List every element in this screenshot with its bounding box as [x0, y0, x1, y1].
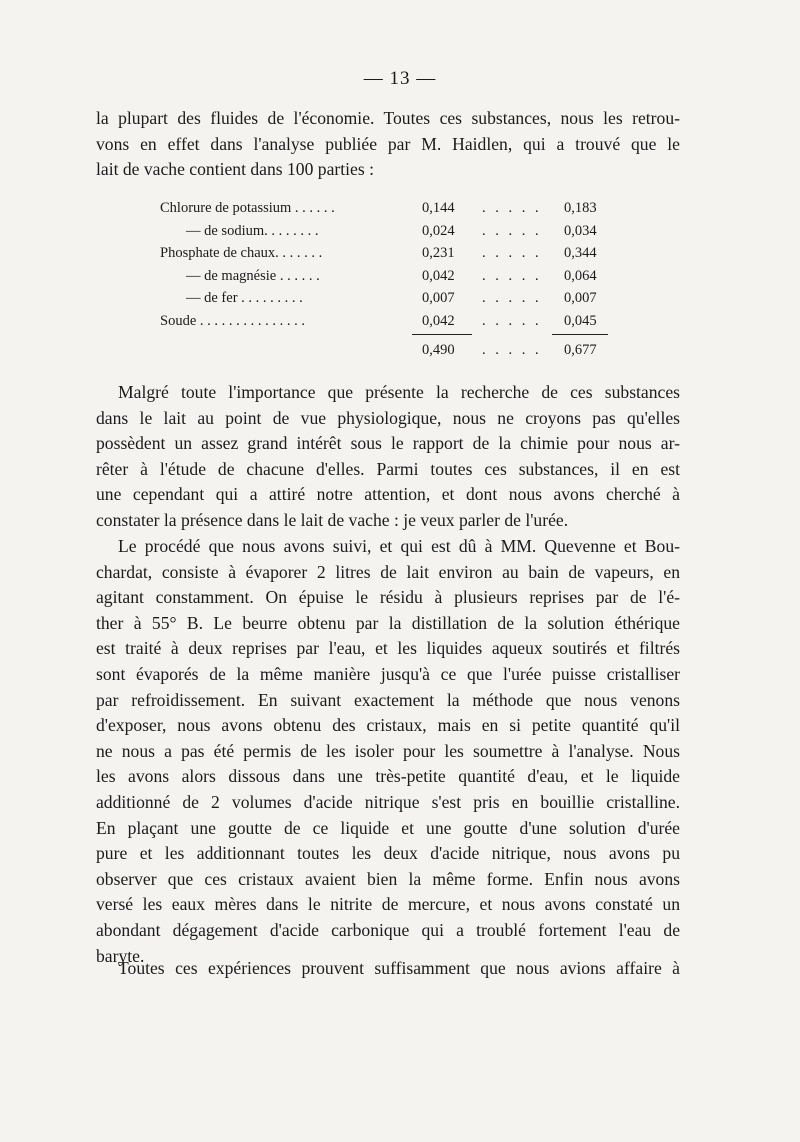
text-line: additionné de 2 volumes d'acide nitrique s'est pris en bouillie cristalline. — [96, 791, 680, 812]
value-col1: 0,042 — [422, 267, 455, 284]
text-line: la plupart des fluides de l'économie. Toutes ces substances, nous les retrou- — [96, 108, 680, 128]
text-line: Le procédé que nous avons suivi, et qui est dû à MM. Quevenne et Bou- — [118, 536, 680, 556]
leader-dots: . . . . . — [482, 245, 542, 261]
text-line: chardat, consiste à évaporer 2 litres de lait environ au bain de vapeurs, en — [96, 561, 680, 582]
value-col1: 0,007 — [422, 290, 455, 306]
total-col1: 0,490 — [422, 342, 455, 358]
value-col2: 0,344 — [564, 245, 597, 261]
table-row — [160, 223, 620, 246]
row-label: — de magnésie . . . . . . — [186, 267, 320, 284]
table-row — [160, 200, 620, 223]
row-label: Phosphate de chaux. . . . . . . — [160, 245, 323, 261]
text-line: une cependant qui a attiré notre attention, et dont nous avons cherché à — [96, 484, 680, 505]
text-line: En plaçant une goutte de ce liquide et une goutte d'une solution d'urée — [96, 817, 680, 838]
row-label: Soude . . . . . . . . . . . . . . . — [160, 312, 305, 329]
leader-dots: . . . . . — [482, 222, 542, 239]
text-line: lait de vache contient dans 100 parties : — [96, 159, 374, 180]
text-line: dans le lait au point de vue physiologique, nous ne croyons pas qu'elles — [96, 407, 680, 428]
table-row — [160, 290, 620, 313]
total-col2: 0,677 — [564, 342, 597, 358]
value-col2: 0,064 — [564, 267, 597, 284]
sum-rule-col2 — [552, 334, 608, 335]
paragraph-conclusion — [96, 956, 680, 982]
row-label: — de fer . . . . . . . . . — [186, 290, 303, 306]
table-total-row — [160, 342, 620, 364]
value-col2: 0,007 — [564, 290, 597, 306]
value-col1: 0,231 — [422, 245, 455, 261]
text-line: baryte. — [96, 945, 145, 966]
leader-dots: . . . . . — [482, 290, 542, 306]
text-line: agitant constamment. On épuise le résidu à plusieurs reprises par de l'é- — [96, 587, 680, 608]
text-line: d'exposer, nous avons obtenu des cristaux, mais en si petite quantité qu'il — [96, 715, 680, 736]
text-line: versé les eaux mères dans le nitrite de mercure, et nous avons constaté un — [96, 894, 680, 915]
text-line: Malgré toute l'importance que présente la recherche de ces substances — [118, 382, 680, 402]
value-col1: 0,144 — [422, 200, 455, 216]
text-line: sont évaporés de la même manière jusqu'à ce que l'urée puisse cristalliser — [96, 663, 680, 684]
table-row — [160, 313, 620, 336]
text-line: Toutes ces expériences prouvent suffisamment que nous avions affaire à — [118, 958, 680, 978]
value-col2: 0,045 — [564, 312, 597, 329]
leader-dots: . . . . . — [482, 312, 542, 329]
text-line: constater la présence dans le lait de vache : je veux parler de l'urée. — [96, 509, 569, 530]
text-line: abondant dégagement d'acide carbonique qui a troublé fortement l'eau de — [96, 919, 680, 940]
text-line: par refroidissement. En suivant exactement la méthode que nous venons — [96, 689, 680, 710]
text-line: observer que ces cristaux avaient bien la même forme. Enfin nous avons — [96, 868, 680, 889]
text-line: est traité à deux reprises par l'eau, et les liquides aqueux soutirés et filtrés — [96, 638, 680, 659]
value-col1: 0,042 — [422, 312, 455, 329]
row-label: Chlorure de potassium . . . . . . — [160, 200, 335, 216]
text-line: ne nous a pas été permis de les isoler pour les soumettre à l'analyse. Nous — [96, 740, 680, 761]
leader-dots: . . . . . — [482, 342, 542, 358]
text-line: les avons alors dissous dans une très-petite quantité d'eau, et le liquide — [96, 766, 680, 787]
composition-table — [160, 200, 620, 335]
page-number: — 13 — — [363, 68, 437, 89]
table-row — [160, 245, 620, 268]
intro-paragraph — [96, 106, 680, 183]
value-col2: 0,034 — [564, 222, 597, 239]
leader-dots: . . . . . — [482, 267, 542, 284]
row-label: — de sodium. . . . . . . . — [186, 222, 319, 239]
leader-dots: . . . . . — [482, 200, 542, 216]
text-line: possèdent un assez grand intérêt sous le rapport de la chimie pour nous ar- — [96, 433, 680, 454]
paragraph-importance — [96, 380, 680, 534]
sum-rule-col1 — [412, 334, 472, 335]
text-line: pure et les additionnant toutes les deux d'acide nitrique, nous avons pu — [96, 843, 680, 864]
paragraph-procedure — [96, 534, 680, 969]
table-row — [160, 268, 620, 291]
value-col1: 0,024 — [422, 222, 455, 239]
text-line: vons en effet dans l'analyse publiée par M. Haidlen, qui a trouvé que le — [96, 133, 680, 154]
text-line: rêter à l'étude de chacune d'elles. Parmi toutes ces substances, il en est — [96, 458, 680, 479]
text-line: ther à 55° B. Le beurre obtenu par la distillation de la solution éthérique — [96, 612, 680, 633]
value-col2: 0,183 — [564, 200, 597, 216]
